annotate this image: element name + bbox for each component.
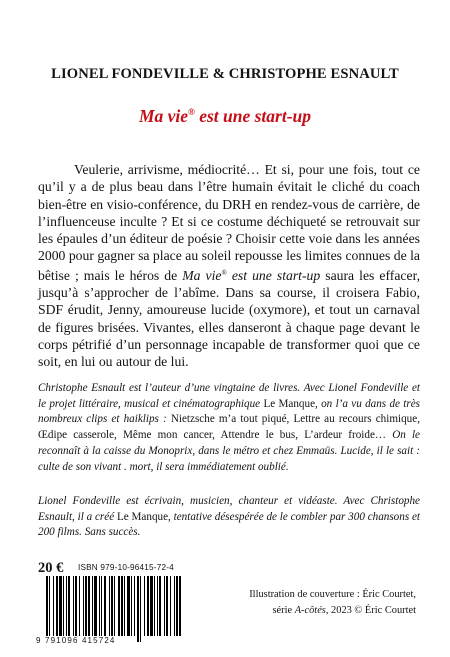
cover-credits xyxy=(206,587,416,620)
credits-series-prefix: série xyxy=(272,605,295,617)
price: 20 € xyxy=(38,560,64,576)
credits-series-name: A-côtés xyxy=(294,605,326,617)
bio-christophe-esnault xyxy=(38,381,420,475)
bio1-text-e: On le reconnaît à la caisse du Monoprix, dans le métro et chez Emmaüs. Lucide, il le sait : culte de son vivant . mort, il sera immédiatement oublié. xyxy=(38,429,420,473)
bio-lionel-fondeville xyxy=(38,494,420,541)
bio2-text-c: , tentative désespérée de le combler par 300 chansons et 200 films. Sans succès. xyxy=(38,510,420,539)
registered-mark: ® xyxy=(188,107,195,117)
synopsis-text-1: Veulerie, arrivisme, médiocrité… Et si, pour une fois, tout ce qu’il y a de plus beau dans l’être humain évitait le cliché du coach bien-être en visio-conférence, du DRH en rendez-vous de carrière, de l’influenceuse inculte ? Et si ce costume déchiqueté se retrouvait sur les épaules d’un éditeur de poésie ? Choisir cette voie dans les années 2000 pour gagner sa place au soleil repousse les limites connues de la bêtise ; mais le héros de xyxy=(38,162,420,283)
synopsis-text-2: saura les effacer, jusqu’à s’approcher de l’abîme. Dans sa course, il croisera Fabio, SDF érudit, Jenny, amoureuse lucide (oxymore), et tout un carnaval de figures brisées. Vivantes, elles danseront à chaque page devant le corps pétrifié d’un personnage incapable de transformer quoi que ce soit, en lui ou autour de lui. xyxy=(38,267,421,370)
bio1-text-c: , on l’a vu dans de très nombreux clips et haiklips : xyxy=(38,397,420,426)
bio1-clip-titles: Nietzsche m’a tout piqué, Lettre au recours chimique, Œdipe casserole, Même mon cancer, Attendre le bus, L’ardeur froide… xyxy=(38,413,420,442)
book-title xyxy=(0,106,450,127)
synopsis-title-ref-b: est une start-up xyxy=(226,267,321,283)
barcode-digits: 9 791096 415724 xyxy=(36,636,116,645)
bio2-text-a: Lionel Fondeville est écrivain, musicien, chanteur et vidéaste. Avec Christophe Esnault, il a créé xyxy=(38,495,420,523)
authors-heading: LIONEL FONDEVILLE & CHRISTOPHE ESNAULT xyxy=(51,66,399,82)
synopsis-title-ref-sup: ® xyxy=(221,268,227,277)
synopsis-title-ref-a: Ma vie xyxy=(182,267,222,283)
credits-series-suffix: , 2023 © Éric Courtet xyxy=(325,605,416,617)
title-part-2: est une start-up xyxy=(194,106,312,126)
synopsis-title-ref xyxy=(182,268,320,283)
bio2-project-name: Le Manque xyxy=(116,510,169,523)
isbn: ISBN 979-10-96415-72-4 xyxy=(78,563,174,572)
bio1-text-a: Christophe Esnault est l’auteur d’une vingtaine de livres. Avec Lionel Fondeville et le projet littéraire, musical et cinématographique xyxy=(38,382,420,410)
title-part-1: Ma vie xyxy=(138,106,189,126)
synopsis xyxy=(38,161,420,371)
credits-line-1: Illustration de couverture : Éric Courtet, xyxy=(249,589,416,600)
bio1-project-name: Le Manque xyxy=(263,397,316,410)
credits-line-2 xyxy=(206,603,416,619)
